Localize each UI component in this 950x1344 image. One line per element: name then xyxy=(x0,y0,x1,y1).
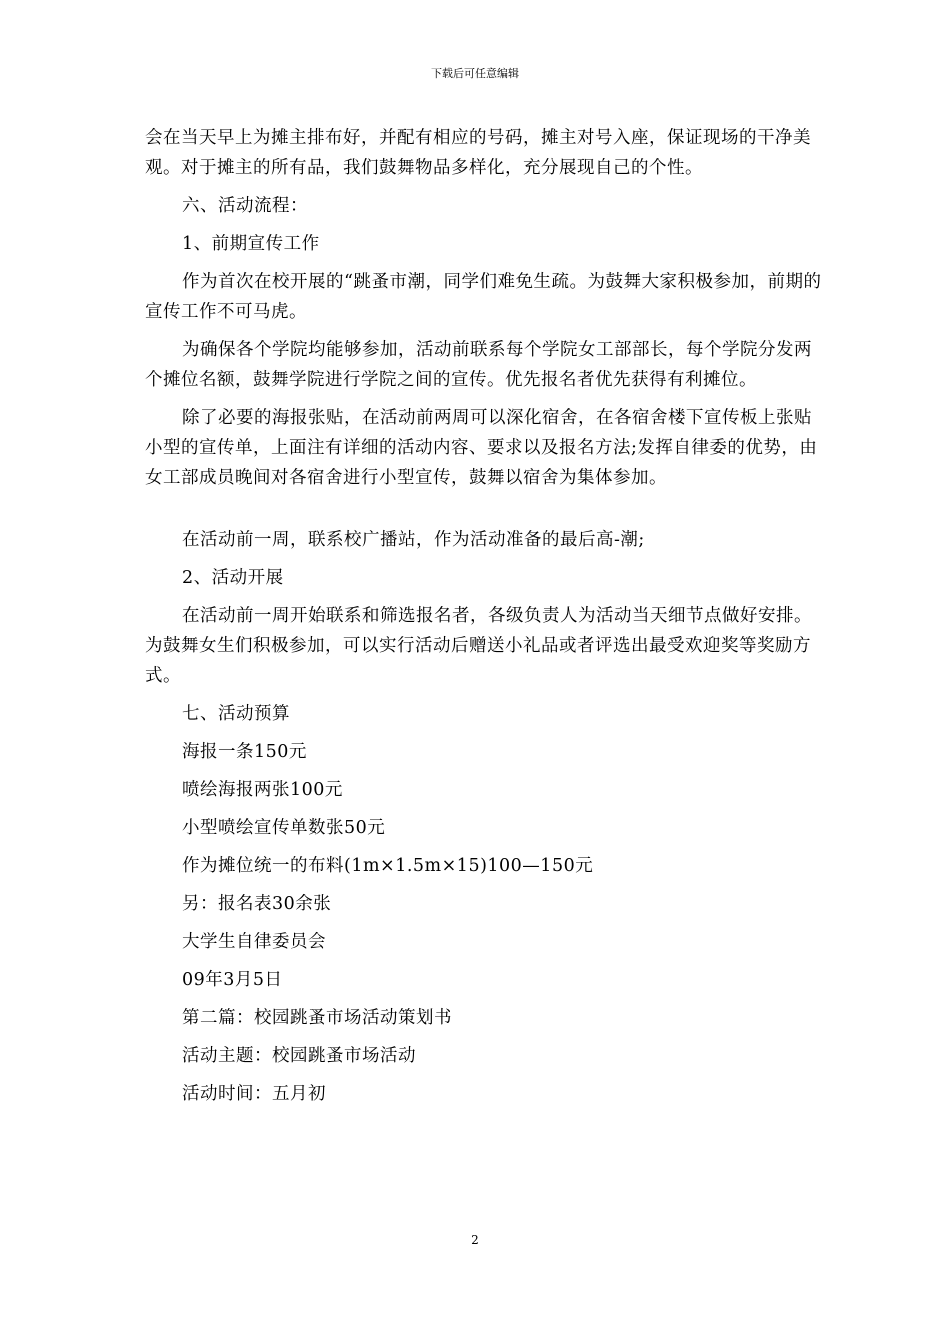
paragraph-screening-registrants: 在活动前一周开始联系和筛选报名者，各级负责人为活动当天细节点做好安排。为鼓舞女生们积极参加，可以实行活动后赠送小礼品或者评选出最受欢迎奖等奖励方式。 xyxy=(145,606,812,686)
signature-date: 09年3月5日 xyxy=(182,970,283,990)
activity-time: 活动时间：五月初 xyxy=(182,1084,326,1104)
page-number: 2 xyxy=(471,1233,479,1247)
page-header: 下载后可任意编辑 xyxy=(431,67,519,80)
budget-item-banner: 海报一条150元 xyxy=(182,742,307,762)
budget-item-registration-forms: 另：报名表30余张 xyxy=(182,894,332,914)
subheading-early-promotion: 1、前期宣传工作 xyxy=(182,234,320,254)
section-heading-budget: 七、活动预算 xyxy=(182,704,290,724)
paragraph-dorm-promotion: 除了必要的海报张贴，在活动前两周可以深化宿舍，在各宿舍楼下宣传板上张贴小型的宣传单，上面注有详细的活动内容、要求以及报名方法;发挥自律委的优势，由女工部成员晚间对各宿舍进行小型宣传，鼓舞以宿舍为集体参加。 xyxy=(145,408,818,488)
document-body xyxy=(145,123,825,1117)
paragraph-broadcast-station: 在活动前一周，联系校广播站，作为活动准备的最后高-潮; xyxy=(182,530,645,550)
signature-organization: 大学生自律委员会 xyxy=(182,932,326,952)
activity-theme: 活动主题：校园跳蚤市场活动 xyxy=(182,1046,416,1066)
subheading-activity-execution: 2、活动开展 xyxy=(182,568,284,588)
budget-item-flyers: 小型喷绘宣传单数张50元 xyxy=(182,818,386,838)
paragraph-college-participation: 为确保各个学院均能够参加，活动前联系每个学院女工部部长，每个学院分发两个摊位名额，鼓舞学院进行学院之间的宣传。优先报名者优先获得有利摊位。 xyxy=(145,340,812,390)
paragraph-first-time-event: 作为首次在校开展的“跳蚤市潮，同学们难免生疏。为鼓舞大家积极参加，前期的宣传工作不可马虎。 xyxy=(145,272,822,322)
budget-item-fabric: 作为摊位统一的布料(1m×1.5m×15)100—150元 xyxy=(182,856,594,876)
section-heading-activity-flow: 六、活动流程： xyxy=(182,196,308,216)
paragraph-stall-arrangement: 会在当天早上为摊主排布好，并配有相应的号码，摊主对号入座，保证现场的干净美观。对于摊主的所有品，我们鼓舞物品多样化，充分展现自己的个性。 xyxy=(145,128,811,178)
budget-item-posters: 喷绘海报两张100元 xyxy=(182,780,343,800)
chapter-title-second: 第二篇：校园跳蚤市场活动策划书 xyxy=(182,1008,452,1028)
